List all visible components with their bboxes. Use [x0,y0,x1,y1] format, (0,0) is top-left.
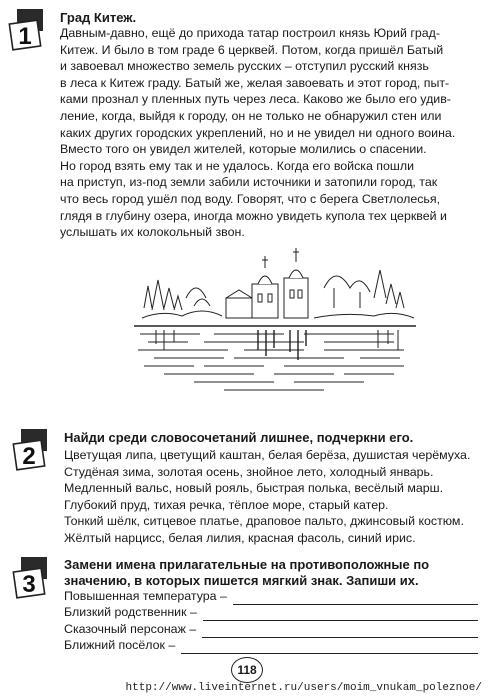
exercise-badge-icon [8,8,52,54]
exercise-3-badge [12,556,56,602]
answer-line-input[interactable] [202,625,478,638]
story-line: каких других городских укреплений, но и не увидел ни одного воина. [60,125,456,140]
word-combination-line: Студёная зима, золотая осень, знойное лето, холодный январь. [64,464,434,479]
story-line: в леса к Китеж граду. Батый же, желая завоевать и этот город, пыт- [60,75,450,90]
page-number: 118 [231,657,263,683]
answer-prompt: Повышенная температура – [64,588,227,603]
answer-row [64,621,478,638]
answer-line-input[interactable] [233,592,478,605]
answer-prompt: Ближний посёлок – [64,638,176,653]
story-line: глядя в глубину озера, иногда можно увидеть купола тех церквей и [60,208,447,223]
answer-prompt: Сказочный персонаж – [64,621,197,636]
exercise-2-number: 2 [22,443,36,470]
word-combination-line: Тонкий шёлк, ситцевое платье, драповое пальто, джинсовый костюм. [64,514,464,529]
answer-row [64,588,478,605]
story-line: на приступ, из-под земли забили источники и затопили город, так [60,175,438,190]
exercise-2-badge [12,428,56,474]
story-line: Китеж. И было в том граде 6 церквей. Потом, когда пришёл Батый [60,42,444,57]
story-text [60,25,455,241]
story-line: ками прознал у пленных путь через леса. Каково же было его удив- [60,92,451,107]
answer-fields [64,588,478,654]
story-line: ление, когда, выйдя к городу, он не только не обнаружил стен или [60,108,442,123]
answer-row [64,638,478,655]
story-line: Вместо того он увидел жителей, которые молились о спасении. [60,142,427,157]
exercise-badge-icon [12,556,56,602]
word-combinations-list [64,447,470,547]
word-combination-line: Медленный вальс, новый рояль, быстрая полька, весёлый марш. [64,481,444,496]
answer-line-input[interactable] [181,641,478,654]
exercise-1-badge [8,8,52,54]
story-line: Давным-давно, ещё до прихода татар построил князь Юрий град- [60,26,440,40]
exercise-3-title: Замени имена прилагательные на противоположные по значению, в которых пишется мягкий знак. Запиши их. [64,557,430,588]
exercise-3-number: 3 [22,571,36,598]
answer-prompt: Близкий родственник – [64,605,197,620]
word-combination-line: Глубокий пруд, тихая речка, тёплое море, старый катер. [64,497,389,512]
word-combination-line: Цветущая липа, цветущий каштан, белая берёза, душистая черёмуха. [64,448,471,462]
kitezh-lake-illustration [134,238,416,396]
story-line: Но город взять ему так и не удалось. Когда его войска пошли [60,158,415,173]
exercise-badge-icon [12,428,56,474]
answer-line-input[interactable] [203,608,478,621]
exercise-1-number: 1 [18,23,32,50]
word-combination-line: Жёлтый нарцисс, белая лилия, красная фасоль, синий ирис. [64,530,416,545]
story-line: и завоевал множество земель русских – отступил русский князь [60,59,429,74]
story-line: что весь город ушёл под воду. Говорят, что с берега Светлолесья, [60,191,441,206]
exercise-1-title: Град Китеж. [60,10,137,25]
source-url-watermark: http://www.liveinternet.ru/users/moim_vnukam_poleznoe/ [125,682,482,694]
story-line: услышать их колокольный звон. [60,225,245,240]
exercise-2-title: Найди среди словосочетаний лишнее, подчеркни его. [64,430,414,445]
answer-row [64,605,478,622]
